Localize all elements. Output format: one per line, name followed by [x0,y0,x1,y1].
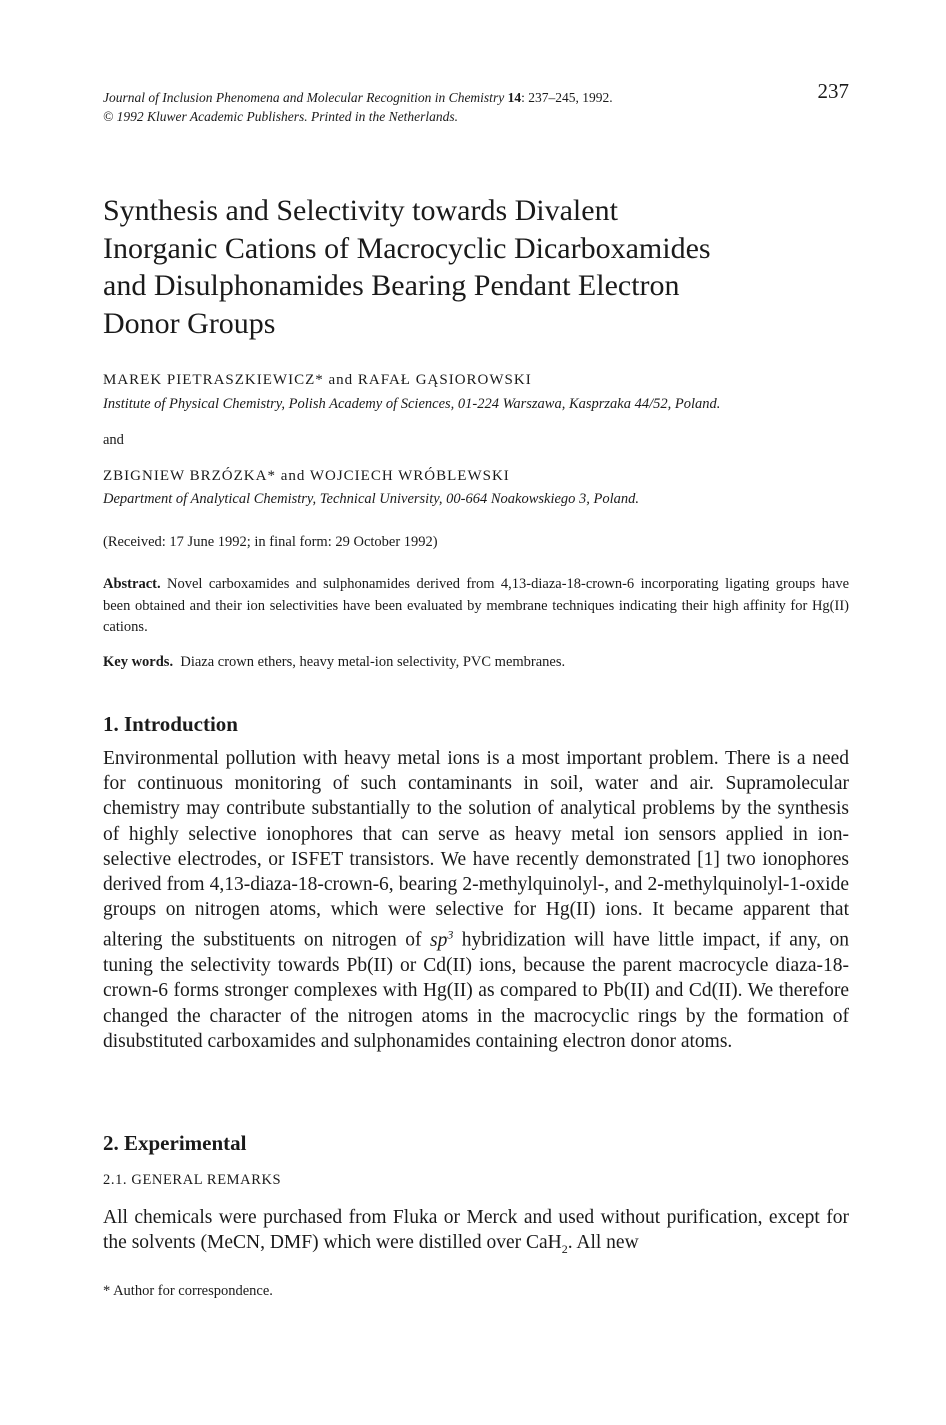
author-separator: and [103,432,124,448]
title-line: Donor Groups [103,306,276,340]
subscript: 2 [561,1242,568,1257]
keywords [103,654,849,671]
footnote: * Author for correspondence. [103,1283,273,1299]
received-dates: (Received: 17 June 1992; in final form: 29 October 1992) [103,534,438,550]
author-group-2: ZBIGNIEW BRZÓZKA* and WOJCIECH WRÓBLEWSKI [103,468,510,484]
journal-header [103,79,849,126]
sp-notation: $sp^3$ [429,927,454,951]
journal-volume: 14 [507,90,522,105]
introduction-paragraph [103,746,849,1054]
abstract [103,574,849,639]
journal-pages-year: : 237–245, 1992. [521,90,613,105]
copyright-line: © 1992 Kluwer Academic Publishers. Printed in the Netherlands. [103,109,458,124]
subsection-heading: 2.1. GENERAL REMARKS [103,1172,282,1188]
journal-name: Journal of Inclusion Phenomena and Molecular Recognition in Chemistry [103,90,505,105]
affiliation-1: Institute of Physical Chemistry, Polish Academy of Sciences, 01-224 Warszawa, Kasprzaka 44/52, Poland. [103,396,721,412]
experimental-text-part1: All chemicals were purchased from Fluka or Merck and used without purification, except for the solvents (MeCN, DMF) which were distilled over CaH [103,1207,849,1254]
author-group-1: MAREK PIETRASZKIEWICZ* and RAFAŁ GĄSIOROWSKI [103,372,532,388]
title-line: and Disulphonamides Bearing Pendant Electron [103,269,680,302]
paper-title [103,192,849,342]
abstract-label: Abstract. [103,576,161,592]
section-heading-introduction: 1. Introduction [103,712,238,736]
experimental-text-part2: . All new [567,1232,639,1254]
abstract-text: Novel carboxamides and sulphonamides derived from 4,13-diaza-18-crown-6 incorporating ligating groups have been obtained and their ion selectivities have been evaluated by membrane techniques indicating their high affinity for Hg(II) cations. [103,576,850,635]
title-line: Synthesis and Selectivity towards Divalent [103,194,618,227]
page-number: 237 [817,79,849,103]
section-heading-experimental: 2. Experimental [103,1131,247,1155]
journal-citation [103,88,849,107]
experimental-paragraph [103,1205,849,1262]
sp-superscript: 3 [447,927,454,942]
intro-text-part2: hybridization will have little impact, if any, on tuning the selectivity towards Pb(II) or Cd(II) ions, because the parent macrocycle diaza-18-crown-6 forms stronger complexes with Hg(II) as compared to Pb(II) and Cd(II). We therefore changed the character of the nitrogen atoms in the macrocyclic rings by the formation of disubstituted carboxamides and sulphonamides containing electron donor atoms. [103,929,850,1052]
affiliation-2: Department of Analytical Chemistry, Technical University, 00-664 Noakowskiego 3, Poland. [103,491,640,507]
keywords-text: Diaza crown ethers, heavy metal-ion selectivity, PVC membranes. [180,654,566,670]
keywords-label: Key words. [103,654,174,670]
title-line: Inorganic Cations of Macrocyclic Dicarboxamides [103,231,711,265]
intro-text-part1: Environmental pollution with heavy metal ions is a most important problem. There is a need for continuous monitoring of such contaminants in soil, water and air. Supramolecular chemistry may contribute substantially to the solution of analytical problems by the synthesis of highly selective ionophores that can serve as heavy metal ion sensors applied in ion-selective electrodes, or ISFET transistors. We have recently demonstrated [1] two ionophores derived from 4,13-diaza-18-crown-6, bearing 2-methylquinolyl-, and 2-methylquinolyl-1-oxide groups on nitrogen atoms, which were selective for Hg(II) ions. It became apparent that altering the substituents on nitrogen of [103,748,849,951]
